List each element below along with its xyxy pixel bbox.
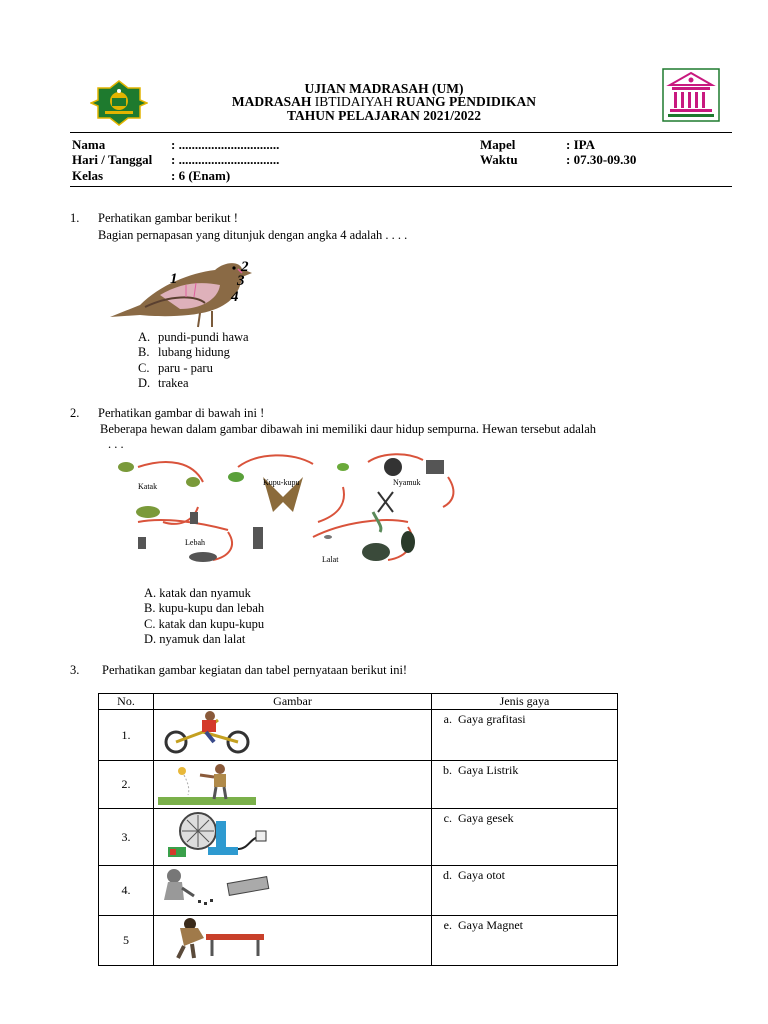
school-name: MADRASAH IBTIDAIYAH RUANG PENDIDIKAN [231,94,537,109]
q1-label-1: 1 [170,271,178,287]
row-no: 1. [99,710,154,761]
q3-text-1: Perhatikan gambar kegiatan dan tabel pernyataan berikut ini! [102,663,408,677]
q1-label-2: 2 [241,259,249,275]
nama-value: : ............................... [171,137,280,152]
row-image-fan [154,809,432,866]
life-cycle-image [108,452,464,572]
cycle-label-kupu: Kupu-kupu [263,478,300,487]
row-image-bicycle [154,710,432,761]
pushing-bench-image [158,916,268,960]
row-image-falling-fruit [154,761,432,809]
school-logo [662,68,720,122]
header-rule-top [70,132,732,133]
q1-number: 1. [70,211,80,225]
table-row [99,866,618,916]
q1-label-3: 3 [237,273,245,289]
table-row [99,710,618,761]
row-jenis: b. Gaya Listrik [432,761,618,809]
waktu-label: Waktu [480,152,518,167]
q2-text-3: . . . [108,437,124,451]
kelas-value: : 6 (Enam) [171,168,231,183]
cycle-label-nyamuk: Nyamuk [393,478,421,487]
q2-option-d[interactable]: D. nyamuk dan lalat [144,632,246,646]
q1-option-c[interactable]: C. paru - paru [138,361,213,375]
header-no: No. [99,694,154,710]
row-jenis: e. Gaya Magnet [432,916,618,966]
row-image-bench [154,916,432,966]
table-header-row [99,694,618,710]
cyclist-image [158,710,262,754]
q2-number: 2. [70,406,80,420]
mapel-value: : IPA [566,137,596,152]
hari-label: Hari / Tanggal [72,152,153,167]
q1-option-d[interactable]: D. trakea [138,376,189,390]
exam-title: UJIAN MADRASAH (UM) [304,81,464,96]
kelas-label: Kelas [72,168,104,183]
q2-option-c[interactable]: C. katak dan kupu-kupu [144,617,265,631]
row-no: 2. [99,761,154,809]
row-no: 5 [99,916,154,966]
cycle-label-katak: Katak [138,482,158,491]
waktu-value: : 07.30-09.30 [566,152,637,167]
q3-number: 3. [70,663,80,677]
q2-text-2: Beberapa hewan dalam gambar dibawah ini memiliki daur hidup sempurna. Hewan tersebut adalah [100,422,597,436]
header-gambar: Gambar [154,694,432,710]
gaya-table [98,693,618,966]
row-no: 3. [99,809,154,866]
row-image-magnet [154,866,432,916]
cycle-label-lebah: Lebah [185,538,205,547]
table-row [99,761,618,809]
q1-text-1: Perhatikan gambar berikut ! [98,211,238,225]
hari-value: : ............................... [171,152,280,167]
q1-text-2: Bagian pernapasan yang ditunjuk dengan angka 4 adalah . . . . [98,228,408,242]
q1-label-4: 4 [231,289,239,305]
mapel-label: Mapel [480,137,516,152]
q1-option-b[interactable]: B. lubang hidung [138,345,230,359]
girl-magnet-image [158,866,270,910]
cycle-label-lalat: Lalat [322,555,339,564]
table-row [99,916,618,966]
header-jenis: Jenis gaya [432,694,618,710]
electric-fan-image [158,809,270,861]
academic-year: TAHUN PELAJARAN 2021/2022 [286,108,481,123]
falling-object-image [158,761,256,805]
row-no: 4. [99,866,154,916]
row-jenis: d. Gaya otot [432,866,618,916]
bird-respiration-image [100,255,280,330]
table-row [99,809,618,866]
q2-option-b[interactable]: B. kupu-kupu dan lebah [144,601,265,615]
row-jenis: c. Gaya gesek [432,809,618,866]
header-rule-bottom [70,186,732,187]
row-jenis: a. Gaya grafitasi [432,710,618,761]
q2-option-a[interactable]: A. katak dan nyamuk [144,586,251,600]
q2-text-1: Perhatikan gambar di bawah ini ! [98,406,265,420]
nama-label: Nama [72,137,106,152]
q1-option-a[interactable]: A. pundi-pundi hawa [138,330,249,344]
